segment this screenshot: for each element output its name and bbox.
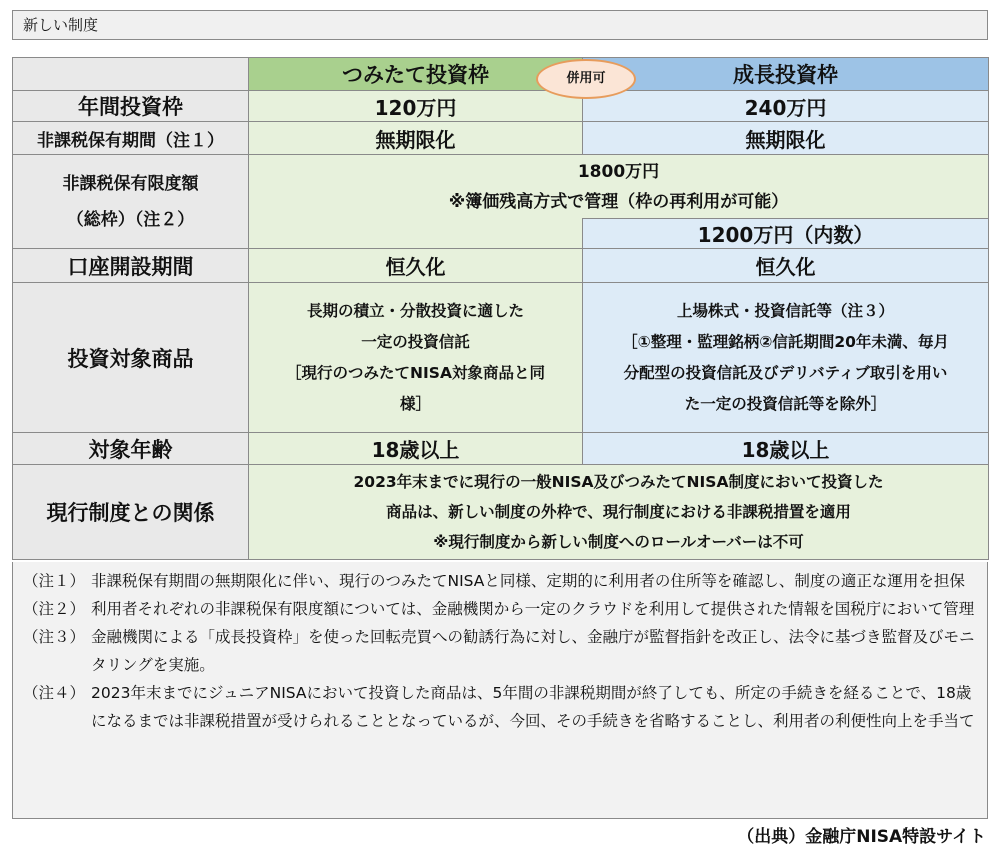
note-item xyxy=(23,567,979,595)
header-tsumitate: つみたて投資枠 xyxy=(249,58,583,91)
label-relation: 現行制度との関係 xyxy=(13,465,249,560)
products-tsumitate-line: 一定の投資信託 xyxy=(361,332,470,351)
note-item xyxy=(23,595,979,623)
relation-line: 商品は、新しい制度の外枠で、現行制度における非課税措置を適用 xyxy=(386,503,851,521)
label-account: 口座開設期間 xyxy=(13,249,249,283)
header-corner xyxy=(13,58,249,91)
limit-shared xyxy=(249,155,989,219)
products-seichou xyxy=(583,283,989,433)
note-text: 金融機関による「成長投資枠」を使った回転売買への勧誘行為に対し、金融庁が監督指針を改正し、法令に基づき監督及びモニタリングを実施。 xyxy=(91,628,975,674)
products-tsumitate-line: ［現行のつみたてNISA対象商品と同 xyxy=(286,363,545,382)
label-limit xyxy=(13,155,249,249)
row-period xyxy=(13,122,989,155)
relation-text xyxy=(249,465,989,560)
products-seichou-line: 上場株式・投資信託等（注３） xyxy=(676,301,894,320)
row-age xyxy=(13,433,989,465)
label-limit-line1: 非課税保有限度額 xyxy=(62,173,199,194)
note-text: 2023年末までにジュニアNISAにおいて投資した商品は、5年間の非課税期間が終了しても、所定の手続きを経ることで、18歳になるまでは非課税措置が受けられることとなっているが、今回、その手続きを省略することし、利用者の利便性向上を手当て xyxy=(91,684,975,730)
row-products xyxy=(13,283,989,433)
note-text: 利用者それぞれの非課税保有限度額については、金融機関から一定のクラウドを利用して提供された情報を国税庁において管理 xyxy=(91,600,975,618)
limit-tsumitate-empty xyxy=(249,219,583,249)
relation-line: ※現行制度から新しい制度へのロールオーバーは不可 xyxy=(433,533,804,551)
account-tsumitate: 恒久化 xyxy=(249,249,583,283)
note-label: （注４） xyxy=(23,684,86,702)
label-annual: 年間投資枠 xyxy=(13,91,249,122)
age-tsumitate: 18歳以上 xyxy=(249,433,583,465)
products-seichou-line: た一定の投資信託等を除外］ xyxy=(684,394,887,413)
row-account xyxy=(13,249,989,283)
page-title: 新しい制度 xyxy=(12,10,988,40)
row-limit-top xyxy=(13,155,989,219)
label-products: 投資対象商品 xyxy=(13,283,249,433)
products-tsumitate-line: 様］ xyxy=(399,394,431,413)
note-item xyxy=(23,623,979,679)
period-seichou: 無期限化 xyxy=(583,122,989,155)
products-seichou-line: 分配型の投資信託及びデリバティブ取引を用い xyxy=(623,363,948,382)
products-tsumitate xyxy=(249,283,583,433)
note-label: （注２） xyxy=(23,600,86,618)
source-citation: （出典）金融庁NISA特設サイト xyxy=(737,827,986,847)
note-label: （注１） xyxy=(23,572,86,590)
relation-line: 2023年末までに現行の一般NISA及びつみたてNISA制度において投資した xyxy=(353,473,884,491)
label-period: 非課税保有期間（注１） xyxy=(13,122,249,155)
note-text: 非課税保有期間の無期限化に伴い、現行のつみたてNISAと同様、定期的に利用者の住所等を確認し、制度の適正な運用を担保 xyxy=(91,572,965,590)
header-seichou: 成長投資枠 xyxy=(583,58,989,91)
comparison-table xyxy=(12,57,989,560)
label-limit-line2: （総枠）（注２） xyxy=(66,209,195,230)
age-seichou: 18歳以上 xyxy=(583,433,989,465)
account-seichou: 恒久化 xyxy=(583,249,989,283)
products-seichou-line: ［①整理・監理銘柄②信託期間20年未満、毎月 xyxy=(622,332,949,351)
row-relation xyxy=(13,465,989,560)
annual-tsumitate: 120万円 xyxy=(249,91,583,122)
note-item xyxy=(23,679,979,735)
header-row xyxy=(13,58,989,91)
note-label: （注３） xyxy=(23,628,86,646)
row-annual xyxy=(13,91,989,122)
products-tsumitate-line: 長期の積立・分散投資に適した xyxy=(306,301,524,320)
limit-method: ※簿価残高方式で管理（枠の再利用が可能） xyxy=(448,191,789,212)
concurrent-use-badge: 併用可 xyxy=(536,59,636,99)
period-tsumitate: 無期限化 xyxy=(249,122,583,155)
limit-amount: 1800万円 xyxy=(577,161,660,182)
notes-section xyxy=(12,562,988,819)
annual-seichou: 240万円 xyxy=(583,91,989,122)
label-age: 対象年齢 xyxy=(13,433,249,465)
limit-seichou-inner: 1200万円（内数） xyxy=(583,219,989,249)
